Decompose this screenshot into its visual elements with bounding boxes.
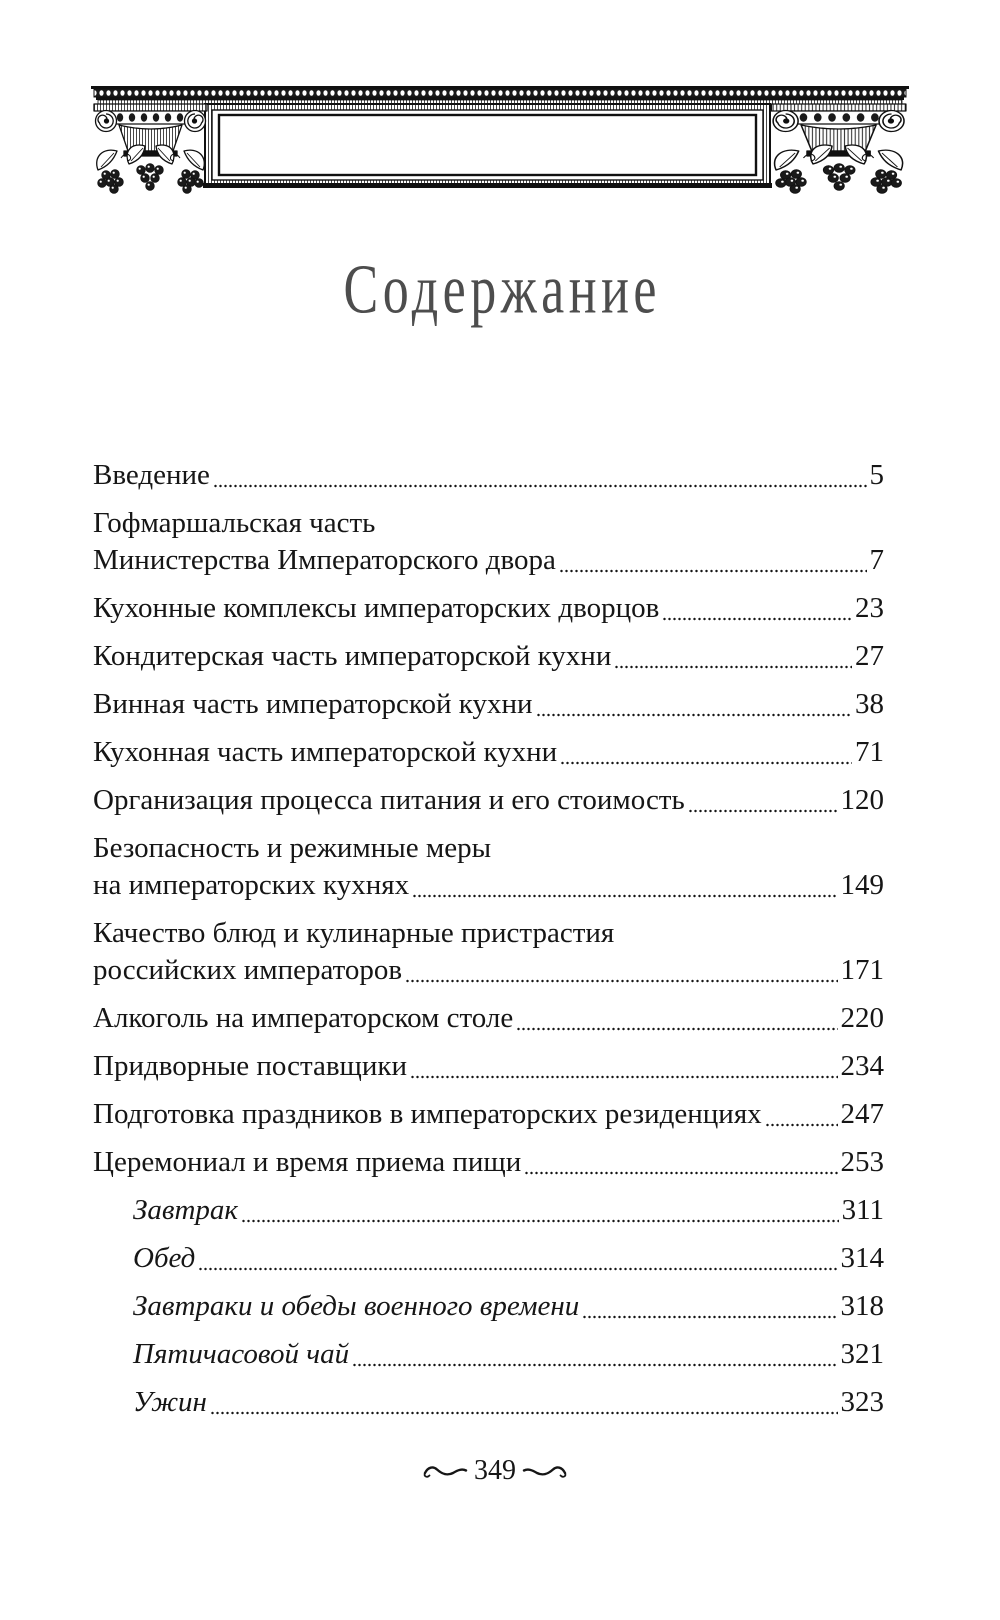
dot-leader	[614, 638, 852, 675]
toc-page-number: 253	[840, 1146, 884, 1178]
toc-page-number: 149	[840, 869, 884, 901]
toc-page-number: 71	[855, 736, 884, 768]
toc-entry-row	[93, 782, 884, 819]
toc-page-number: 171	[840, 954, 884, 986]
toc-entry-row	[93, 952, 884, 989]
dot-leader	[662, 590, 852, 627]
column-capital-left	[94, 104, 207, 193]
header-ornament	[0, 0, 1000, 210]
toc-entry-row	[93, 590, 884, 627]
dot-leader	[410, 1048, 837, 1085]
toc-subentry-row	[133, 1384, 884, 1421]
toc-entry-title: Безопасность и режимные меры	[93, 832, 492, 864]
toc-page-number: 27	[855, 640, 884, 672]
toc-entry-row	[93, 867, 884, 904]
column-capital-right	[771, 104, 905, 193]
toc-entry	[93, 457, 884, 494]
toc-entry-title: Кухонная часть императорской кухни	[93, 736, 558, 768]
toc-entry-title: Гофмаршальская часть	[93, 507, 376, 539]
toc-subentry	[93, 1192, 884, 1229]
toc-page-number: 120	[840, 784, 884, 816]
toc-entry-title: Придворные поставщики	[93, 1050, 408, 1082]
toc-entry-row	[93, 542, 884, 579]
toc-entry	[93, 782, 884, 819]
toc-page-number: 321	[840, 1338, 884, 1370]
toc-entry-row	[93, 1048, 884, 1085]
toc-page-number: 234	[840, 1050, 884, 1082]
toc-entry	[93, 638, 884, 675]
dot-leader	[516, 1000, 837, 1037]
toc-subentry-row	[133, 1192, 884, 1229]
dot-leader	[405, 952, 837, 989]
toc-page-number: 247	[840, 1098, 884, 1130]
toc-entry-title: Организация процесса питания и его стоимость	[93, 784, 685, 816]
toc-page-number: 7	[869, 544, 884, 576]
toc-subentry	[93, 1240, 884, 1277]
dot-leader	[536, 686, 853, 723]
toc-entry-row	[93, 1096, 884, 1133]
toc-entry	[93, 1048, 884, 1085]
toc-entry	[93, 830, 884, 904]
toc-page-number: 314	[840, 1242, 884, 1274]
toc-entry-title: Церемониал и время приема пищи	[93, 1146, 522, 1178]
cornice	[91, 86, 909, 104]
toc-entry	[93, 915, 884, 989]
dot-leader	[210, 1384, 838, 1421]
dot-leader	[688, 782, 838, 819]
toc-entry-title: Качество блюд и кулинарные пристрастия	[93, 917, 615, 949]
toc-entry	[93, 734, 884, 771]
toc-page-number: 5	[869, 459, 884, 491]
toc-entry-title: Введение	[93, 459, 210, 491]
toc-entry	[93, 1096, 884, 1133]
toc-entry-row	[93, 638, 884, 675]
toc-entry-title: на императорских кухнях	[93, 869, 410, 901]
page-footer	[400, 1452, 590, 1489]
toc-subentry-title: Обед	[133, 1242, 196, 1274]
toc-page-number: 220	[840, 1002, 884, 1034]
toc-entry-title: Кондитерская часть императорской кухни	[93, 640, 612, 672]
toc-subentry-row	[133, 1240, 884, 1277]
toc-subentry	[93, 1384, 884, 1421]
toc-page-number: 23	[855, 592, 884, 624]
dot-leader	[582, 1288, 837, 1325]
toc-entry-row	[93, 1000, 884, 1037]
toc-subentry-row	[133, 1288, 884, 1325]
toc-entry-title: Подготовка праздников в императорских резиденциях	[93, 1098, 762, 1130]
toc-entry-row	[93, 457, 884, 494]
toc-entry-row	[93, 686, 884, 723]
swash-ornament-left	[422, 1461, 468, 1481]
toc-entry-title: Кухонные комплексы императорских дворцов	[93, 592, 660, 624]
toc-entry-title: российских императоров	[93, 954, 403, 986]
swash-ornament-right	[522, 1461, 568, 1481]
page-title: Содержание	[343, 251, 661, 329]
toc-subentry	[93, 1288, 884, 1325]
dot-leader	[412, 867, 837, 904]
toc-page-number: 311	[841, 1194, 884, 1226]
toc-entry-title: Винная часть императорской кухни	[93, 688, 533, 720]
toc-entry	[93, 1000, 884, 1037]
toc-page-number: 318	[840, 1290, 884, 1322]
toc-entry-title: Министерства Императорского двора	[93, 544, 556, 576]
page-number: 349	[474, 1455, 516, 1486]
dot-leader	[198, 1240, 837, 1277]
dot-leader	[524, 1144, 837, 1181]
dot-leader	[559, 542, 867, 579]
toc-page-number: 38	[855, 688, 884, 720]
dot-leader	[241, 1192, 839, 1229]
toc-subentry-title: Пятичасовой чай	[133, 1338, 350, 1370]
toc-entry-title: Алкоголь на императорском столе	[93, 1002, 514, 1034]
toc-subentry-title: Завтраки и обеды военного времени	[133, 1290, 580, 1322]
dot-leader	[765, 1096, 838, 1133]
plaque-frame	[203, 104, 772, 188]
dot-leader	[352, 1336, 837, 1373]
toc-entry-row	[93, 1144, 884, 1181]
toc-subentry-row	[133, 1336, 884, 1373]
toc-subentry-title: Завтрак	[133, 1194, 238, 1226]
toc-subentry-title: Ужин	[133, 1386, 207, 1418]
toc-entry	[93, 505, 884, 579]
table-of-contents	[93, 457, 884, 1432]
toc-entry	[93, 590, 884, 627]
toc-subentry	[93, 1336, 884, 1373]
toc-entry	[93, 686, 884, 723]
toc-page-number: 323	[840, 1386, 884, 1418]
toc-entry	[93, 1144, 884, 1421]
toc-subentries	[93, 1192, 884, 1421]
dot-leader	[213, 457, 867, 494]
dot-leader	[560, 734, 852, 771]
toc-entry-row	[93, 734, 884, 771]
